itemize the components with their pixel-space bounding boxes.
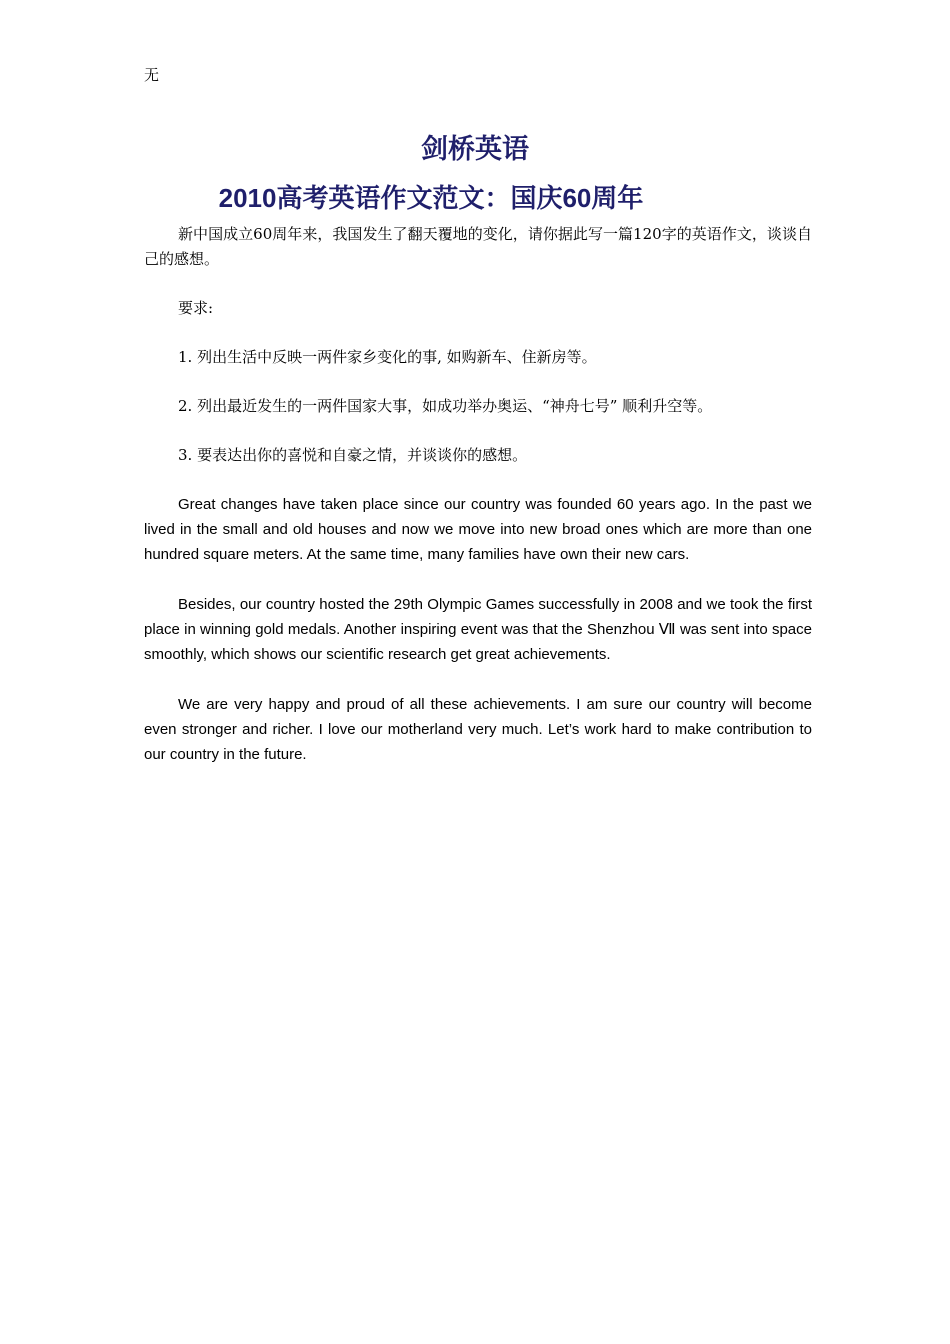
requirement-item: 3. 要表达出你的喜悦和自豪之情，并谈谈你的感想。 bbox=[178, 446, 528, 464]
essay-paragraph: Great changes have taken place since our country was founded 60 years ago. In the past we lived in the small and old houses and now we move into new broad ones which are more than one hundred square meters. At the same time, many families have own their new cars. bbox=[144, 496, 812, 563]
document-title: 剑桥英语 bbox=[421, 134, 529, 164]
essay-paragraph: Besides, our country hosted the 29th Olympic Games successfully in 2008 and we took the first place in winning gold medals. Another inspiring event was that the Shenzhou Ⅶ was sent into space smoothly, which shows our scientific research get great achievements. bbox=[144, 596, 812, 663]
requirement-item: 2. 列出最近发生的一两件国家大事，如成功举办奥运、“神舟七号” 顺利升空等。 bbox=[178, 397, 713, 415]
requirements-label: 要求: bbox=[178, 299, 214, 317]
prompt-paragraph: 新中国成立60周年来，我国发生了翻天覆地的变化，请你据此写一篇120字的英语作文，谈谈自己的感想。 bbox=[144, 225, 812, 268]
page-header: 无 bbox=[144, 68, 160, 84]
requirement-item: 1. 列出生活中反映一两件家乡变化的事, 如购新车、住新房等。 bbox=[178, 348, 597, 366]
document-subtitle: 2010高考英语作文范文：国庆60周年 bbox=[218, 183, 644, 213]
essay-paragraph: We are very happy and proud of all these achievements. I am sure our country will become even stronger and richer. I love our motherland very much. Let’s work hard to make contribution to our country in the future. bbox=[144, 696, 812, 763]
document-body bbox=[144, 222, 812, 767]
